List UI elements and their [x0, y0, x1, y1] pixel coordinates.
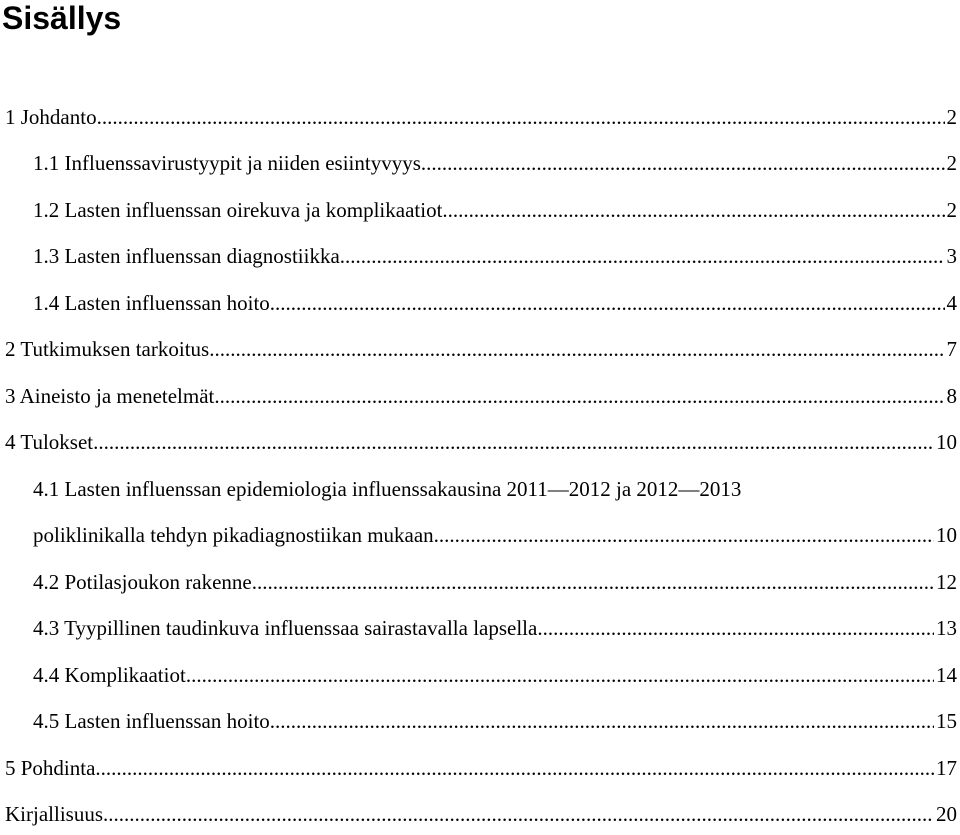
toc-entry-page: 3 [946, 244, 957, 268]
toc-entry-page: 10 [936, 430, 957, 454]
dot-leader [209, 334, 944, 364]
toc-entry-page: 17 [936, 756, 957, 780]
dot-leader [95, 753, 934, 783]
toc-entry-label: 4.1 Lasten influenssan epidemiologia influenssakausina 2011—2012 ja 2012—2013 [33, 477, 742, 501]
toc-entry-page: 2 [946, 105, 957, 129]
dot-leader [270, 706, 934, 736]
toc-entry[interactable] [33, 520, 957, 550]
toc-entry-label: 1.1 Influenssavirustyypit ja niiden esiintyvyys [33, 151, 421, 175]
toc-entry-page: 10 [936, 523, 957, 547]
toc-entry[interactable] [33, 148, 957, 178]
toc-entry-label: 1.2 Lasten influenssan oirekuva ja komplikaatiot [33, 198, 443, 222]
toc-entry-page: 13 [936, 616, 957, 640]
toc-entry-page: 15 [936, 709, 957, 733]
toc-entry-label: 4.2 Potilasjoukon rakenne [33, 570, 252, 594]
toc-entry-first-line[interactable] [33, 474, 957, 504]
toc-entry[interactable] [5, 102, 957, 132]
toc-entry-label: poliklinikalla tehdyn pikadiagnostiikan mukaan [33, 523, 434, 547]
toc-entry-page: 4 [946, 291, 957, 315]
toc-entry[interactable] [5, 381, 957, 411]
dot-leader [537, 613, 934, 643]
dot-leader [340, 241, 945, 271]
dot-leader [270, 288, 945, 318]
toc-entry-page: 2 [946, 198, 957, 222]
dot-leader [93, 427, 934, 457]
toc-entry-label: 4 Tulokset [5, 430, 94, 454]
toc-entry-page: 14 [936, 663, 957, 687]
toc-entry[interactable] [5, 753, 957, 783]
toc-entry[interactable] [33, 660, 957, 690]
toc-entry[interactable] [33, 706, 957, 736]
toc-entry-page: 8 [946, 384, 957, 408]
dot-leader [97, 102, 945, 132]
toc-entry[interactable] [33, 195, 957, 225]
toc-entry-label: 4.3 Tyypillinen taudinkuva influenssaa sairastavalla lapsella [33, 616, 538, 640]
toc-entry-label: 2 Tutkimuksen tarkoitus [5, 337, 210, 361]
toc-entry[interactable] [5, 334, 957, 364]
dot-leader [186, 660, 934, 690]
toc-entry-label: 4.4 Komplikaatiot [33, 663, 186, 687]
dot-leader [442, 195, 944, 225]
dot-leader [103, 799, 934, 829]
toc-entry[interactable] [5, 799, 957, 829]
dot-leader [252, 567, 934, 597]
toc-entry-label: 1.4 Lasten influenssan hoito [33, 291, 270, 315]
toc-entry[interactable] [33, 567, 957, 597]
toc-entry-label: 5 Pohdinta [5, 756, 96, 780]
toc-entry-page: 7 [946, 337, 957, 361]
toc-title: Sisällys [2, 0, 122, 36]
toc-entry-page: 2 [946, 151, 957, 175]
toc-entry[interactable] [5, 427, 957, 457]
toc-entry[interactable] [33, 613, 957, 643]
toc-entry-page: 20 [936, 802, 957, 826]
toc-entry-label: 1.3 Lasten influenssan diagnostiikka [33, 244, 340, 268]
toc-entry-label: 3 Aineisto ja menetelmät [5, 384, 215, 408]
toc-entry-page: 12 [936, 570, 957, 594]
toc-entry-label: 1 Johdanto [5, 105, 97, 129]
dot-leader [214, 381, 944, 411]
toc-entry-label: 4.5 Lasten influenssan hoito [33, 709, 270, 733]
toc-entry-label: Kirjallisuus [5, 802, 103, 826]
dot-leader [434, 520, 934, 550]
toc-entry[interactable] [33, 288, 957, 318]
dot-leader [421, 148, 945, 178]
toc-entry[interactable] [33, 241, 957, 271]
